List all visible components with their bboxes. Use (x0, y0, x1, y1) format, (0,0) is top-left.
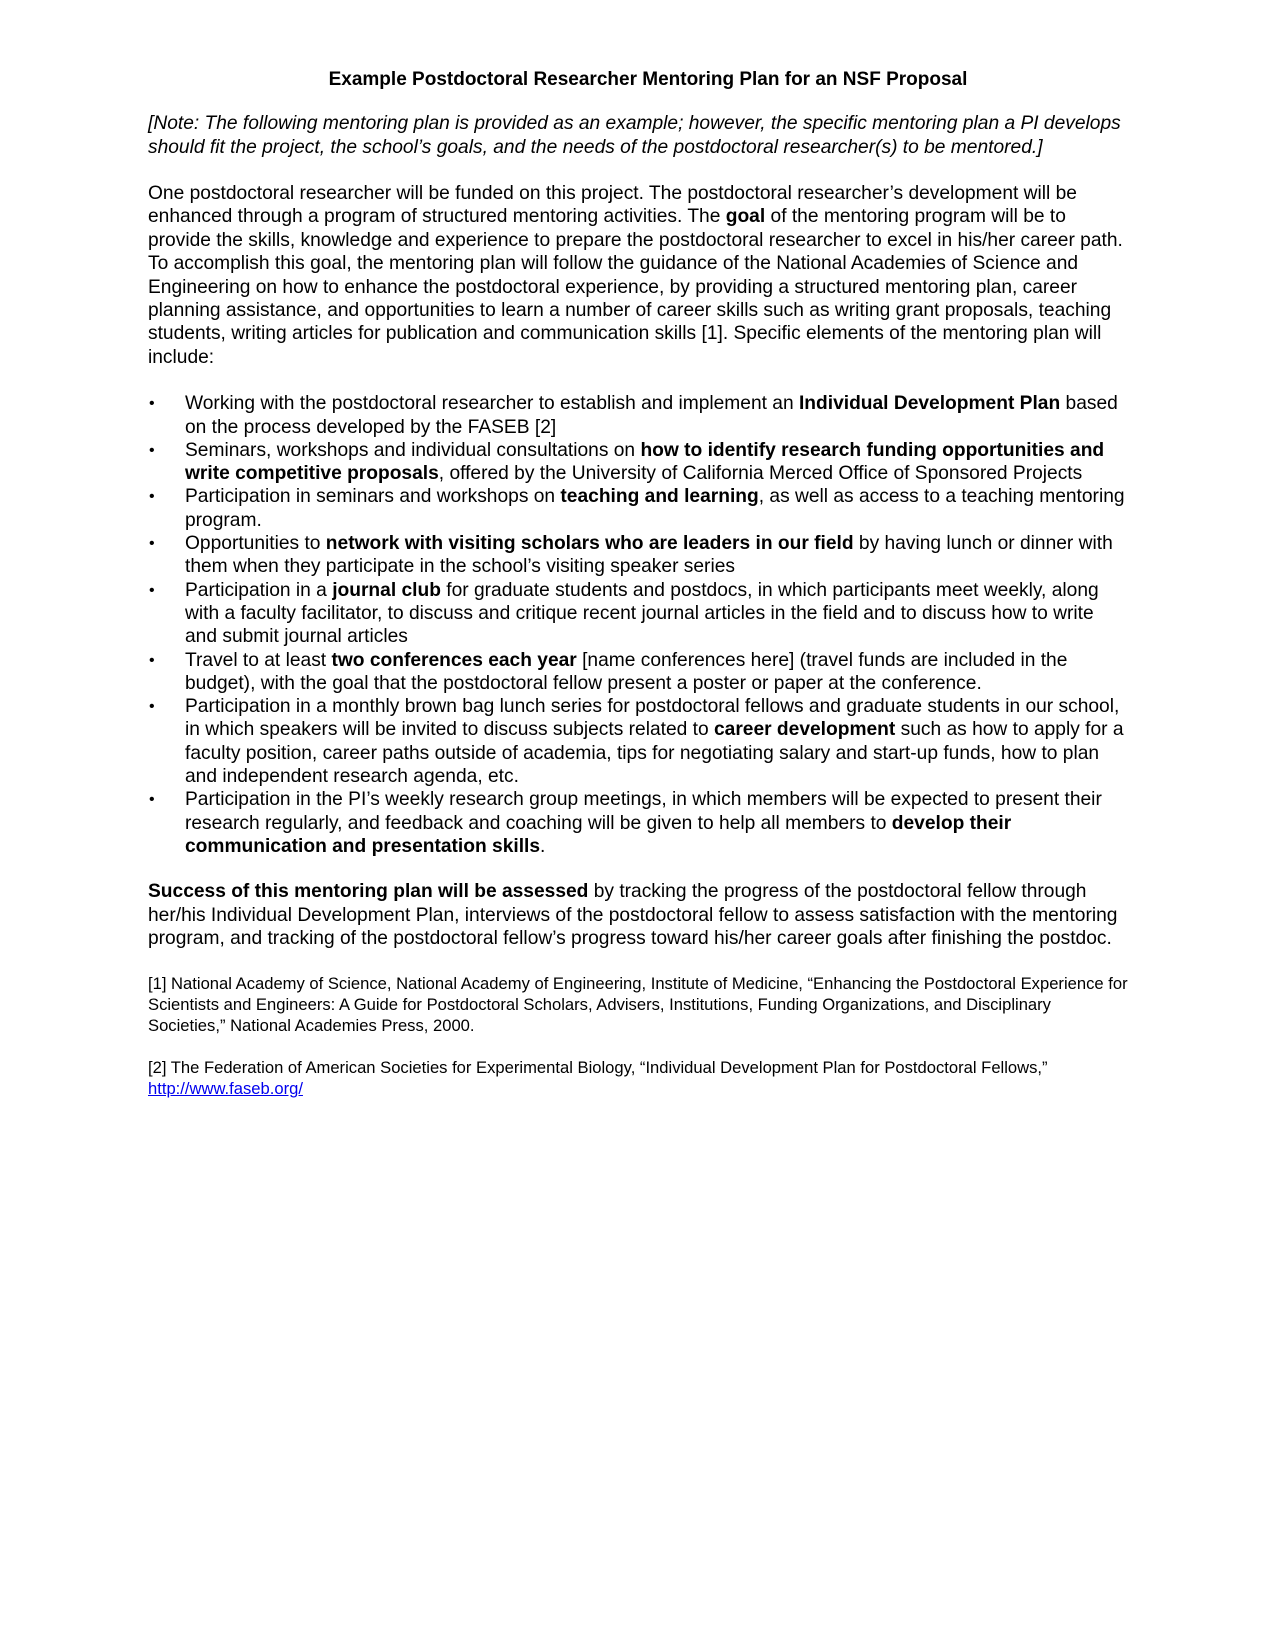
list-item-bold: network with visiting scholars who are leaders in our field (325, 533, 854, 555)
list-item (148, 695, 1128, 788)
list-item (148, 788, 1128, 858)
success-paragraph (148, 880, 1128, 950)
list-item-text: by having lunch or dinner with them when they participate in the school’s visiting speaker series (185, 533, 1113, 578)
intro-paragraph (148, 182, 1128, 369)
reference-2 (148, 1057, 1128, 1099)
bullet-icon: • (149, 535, 155, 553)
faseb-link[interactable]: http://www.faseb.org/ (148, 1079, 303, 1099)
intro-text-1: One postdoctoral researcher will be funded on this project. The postdoctoral researcher’s development will be enhanced through a program of structured mentoring activities. The (148, 183, 1077, 228)
document-page (148, 68, 1128, 1120)
mentoring-elements-list (148, 392, 1128, 858)
list-item-text: , as well as access to a teaching mentoring program. (185, 486, 1125, 531)
list-item-text: Seminars, workshops and individual consultations on (185, 439, 641, 461)
editorial-note: [Note: The following mentoring plan is provided as an example; however, the specific mentoring plan a PI develops should fit the project, the school’s goals, and the needs of the postdoctoral researcher(s) to be mentored.] (148, 113, 1121, 158)
list-item (148, 392, 1128, 439)
list-item (148, 649, 1128, 696)
list-item-text: such as how to apply for a faculty position, career paths outside of academia, tips for negotiating salary and start-up funds, how to plan and independent research agenda, etc. (185, 719, 1124, 787)
list-item-text: Working with the postdoctoral researcher to establish and implement an (185, 393, 799, 415)
list-item-bold: develop their communication and presentation skills (185, 812, 1012, 857)
list-item-text: Participation in a (185, 579, 333, 601)
success-text: by tracking the progress of the postdoctoral fellow through her/his Individual Development Plan, interviews of the postdoctoral fellow to assess satisfaction with the mentoring program, and tracking of the postdoctoral fellow’s progress toward his/her career goals after finishing the postdoc. (148, 881, 1118, 949)
list-item-bold: how to identify research funding opportunities and write competitive proposals (185, 439, 1105, 485)
document-title: Example Postdoctoral Researcher Mentoring Plan for an NSF Proposal (328, 69, 968, 90)
list-item-bold: two conferences each year (331, 649, 577, 671)
list-item-bold: journal club (332, 579, 441, 601)
list-item (148, 485, 1128, 532)
list-item (148, 439, 1128, 486)
list-item-text: Participation in a monthly brown bag lunch series for postdoctoral fellows and graduate students in our school, in which speakers will be invited to discuss subjects related to (185, 696, 1120, 741)
list-item-bold: career development (713, 719, 896, 741)
list-item-text: Participation in seminars and workshops on (185, 486, 561, 508)
list-item (148, 532, 1128, 579)
intro-goal-bold: goal (725, 206, 766, 228)
list-item-text: . (540, 835, 546, 857)
bullet-icon: • (149, 791, 155, 809)
success-bold: Success of this mentoring plan will be assessed (148, 881, 589, 903)
list-item-bold: teaching and learning (560, 486, 759, 508)
bullet-icon: • (149, 651, 155, 669)
list-item-text: Participation in the PI’s weekly research group meetings, in which members will be expected to present their research regularly, and feedback and coaching will be given to help all members to (185, 789, 1102, 834)
intro-text-2: of the mentoring program will be to provide the skills, knowledge and experience to prepare the postdoctoral researcher to excel in his/her career path. To accomplish this goal, the mentoring plan will follow the guidance of the National Academies of Science and Engineering on how to enhance the postdoctoral experience, by providing a structured mentoring plan, career planning assistance, and opportunities to learn a number of career skills such as writing grant proposals, teaching students, writing articles for publication and communication skills [1]. Specific elements of the mentoring plan will include: (148, 206, 1123, 368)
list-item (148, 579, 1128, 649)
list-item-text: for graduate students and postdocs, in which participants meet weekly, along with a faculty facilitator, to discuss and critique recent journal articles in the field and to discuss how to write and submit journal articles (185, 579, 1099, 648)
bullet-icon: • (149, 488, 155, 506)
list-item-bold: Individual Development Plan (798, 393, 1061, 415)
list-item-text: based on the process developed by the FASEB [2] (185, 393, 1118, 438)
reference-1: [1] National Academy of Science, National Academy of Engineering, Institute of Medicine, “Enhancing the Postdoctoral Experience for Scientists and Engineers: A Guide for Postdoctoral Scholars, Advisers, Institutions, Funding Organizations, and Disciplinary Societies,” National Academies Press, 2000. (148, 974, 1128, 1036)
bullet-icon: • (149, 441, 155, 459)
list-item-text: [name conferences here] (travel funds are included in the budget), with the goal that the postdoctoral fellow present a poster or paper at the conference. (185, 649, 1068, 694)
reference-2-text: [2] The Federation of American Societies for Experimental Biology, “Individual Development Plan for Postdoctoral Fellows,” (148, 1058, 1048, 1078)
bullet-icon: • (149, 698, 155, 716)
bullet-icon: • (149, 395, 155, 413)
list-item-text: Opportunities to (185, 533, 326, 555)
list-item-text: Travel to at least (185, 649, 332, 671)
list-item-text: , offered by the University of California Merced Office of Sponsored Projects (438, 463, 1083, 485)
bullet-icon: • (149, 581, 155, 599)
